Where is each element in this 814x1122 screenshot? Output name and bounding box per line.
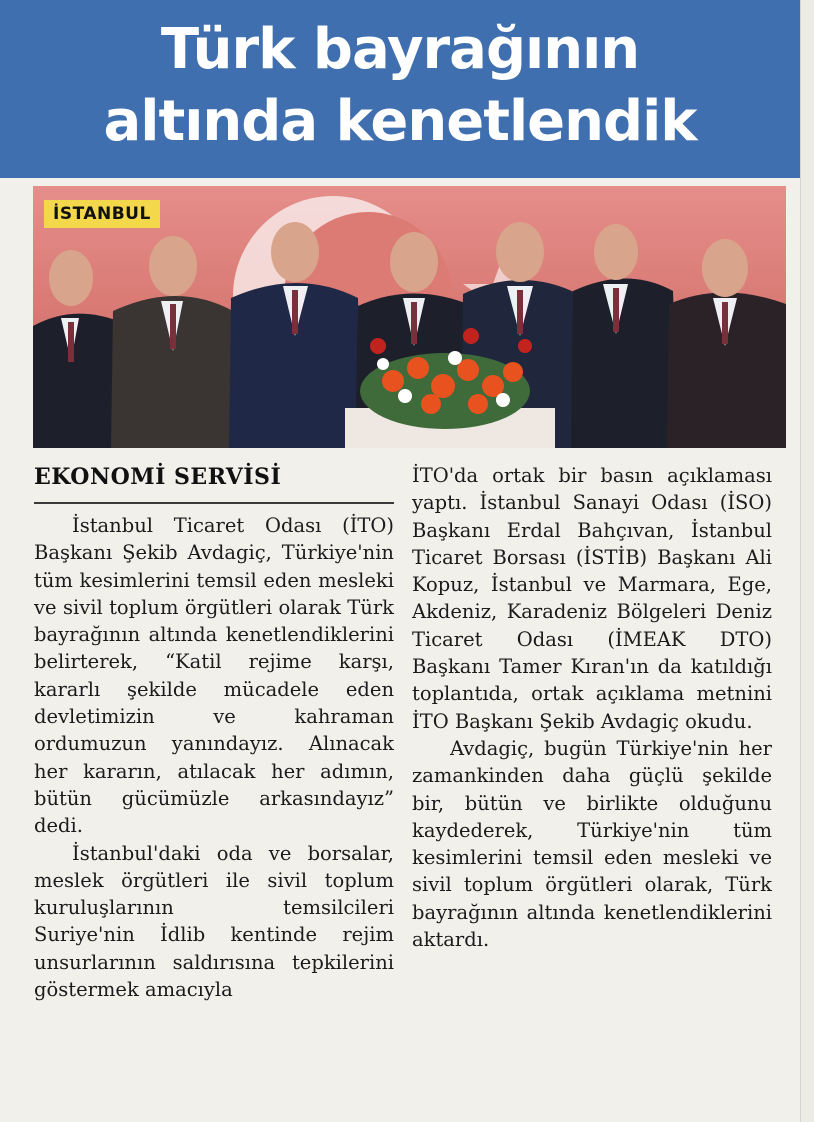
headline-line-1: Türk bayrağının xyxy=(160,17,640,82)
headline-line-2: altında kenetlendik xyxy=(103,89,697,154)
headline xyxy=(0,14,800,158)
article-paragraph: İstanbul Ticaret Odası (İTO) Başkanı Şekib Avdagiç, Türkiye'nin tüm kesimlerini temsil eden mesleki ve sivil toplum örgütleri olarak Türk bayrağının altında kenetlendiklerini belirterek, “Katil rejime karşı, kararlı şekilde mücadele eden devletimizin ve kahraman ordumuzun yanındayız. Alınacak her kararın, atılacak her adımın, bütün gücümüzle arkasındayız” dedi. xyxy=(34,514,394,838)
article-column-left xyxy=(34,462,394,1003)
article-paragraph: Avdagiç, bugün Türkiye'nin her zamankinden daha güçlü şekilde bir, bütün ve birlikte olduğunu kaydederek, Türkiye'nin tüm kesimlerini temsil eden mesleki ve sivil toplum örgütleri olarak, Türk bayrağının altında kenetlendiklerini aktardı. xyxy=(412,736,772,952)
article-paragraph: İTO'da ortak bir basın açıklaması yaptı. İstanbul Sanayi Odası (İSO) Başkanı Erdal Bahçıvan, İstanbul Ticaret Borsası (İSTİB) Başkanı Ali Kopuz, İstanbul ve Marmara, Ege, Akdeniz, Karadeniz Bölgeleri Deniz Ticaret Odası (İMEAK DTO) Başkanı Tamer Kıran'ın da katıldığı toplantıda, ortak açıklama metnini İTO Başkanı Şekib Avdagiç okudu. xyxy=(412,464,772,733)
byline: EKONOMİ SERVİSİ xyxy=(34,462,394,504)
article-paragraph: İstanbul'daki oda ve borsalar, meslek örgütleri ile sivil toplum kuruluşlarının temsilcileri Suriye'nin İdlib kentinde rejim unsurlarının saldırısına tepkilerini göstermek amacıyla xyxy=(34,841,394,1002)
article-column-right xyxy=(412,462,772,953)
location-tag: İSTANBUL xyxy=(44,200,160,228)
